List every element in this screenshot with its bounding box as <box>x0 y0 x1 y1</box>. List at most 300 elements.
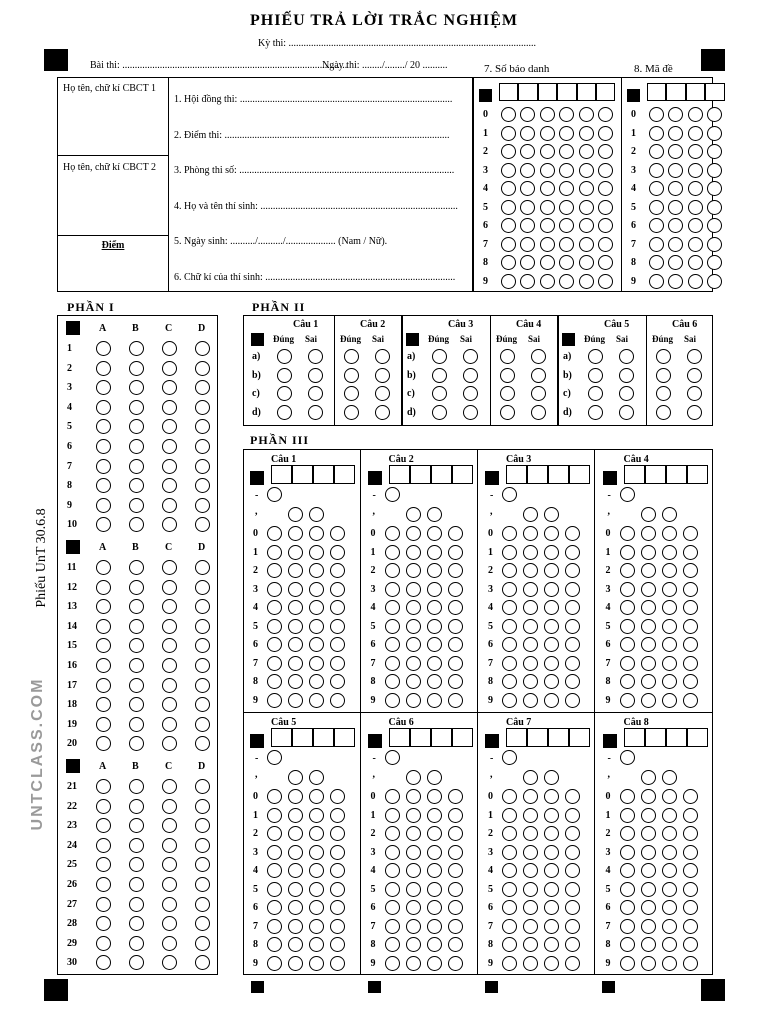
answer-bubble[interactable] <box>162 658 177 673</box>
answer-bubble[interactable] <box>406 770 421 785</box>
answer-bubble[interactable] <box>649 107 664 122</box>
answer-bubble[interactable] <box>523 582 538 597</box>
answer-bubble[interactable] <box>162 779 177 794</box>
answer-bubble[interactable] <box>267 956 282 971</box>
answer-bubble[interactable] <box>544 770 559 785</box>
answer-bubble[interactable] <box>649 218 664 233</box>
answer-bubble[interactable] <box>668 126 683 141</box>
answer-bubble[interactable] <box>288 600 303 615</box>
answer-bubble[interactable] <box>267 826 282 841</box>
answer-bubble[interactable] <box>195 439 210 454</box>
answer-bubble[interactable] <box>683 863 698 878</box>
answer-bubble[interactable] <box>129 678 144 693</box>
answer-bubble[interactable] <box>267 900 282 915</box>
answer-bubble[interactable] <box>162 838 177 853</box>
answer-bubble[interactable] <box>523 808 538 823</box>
answer-bubble[interactable] <box>432 386 447 401</box>
answer-bubble[interactable] <box>330 545 345 560</box>
answer-bubble[interactable] <box>267 526 282 541</box>
answer-bubble[interactable] <box>502 619 517 634</box>
answer-bubble[interactable] <box>427 637 442 652</box>
answer-bubble[interactable] <box>427 919 442 934</box>
answer-bubble[interactable] <box>309 770 324 785</box>
answer-bubble[interactable] <box>309 863 324 878</box>
answer-bubble[interactable] <box>565 563 580 578</box>
answer-bubble[interactable] <box>502 808 517 823</box>
answer-bubble[interactable] <box>620 526 635 541</box>
answer-bubble[interactable] <box>385 545 400 560</box>
answer-bubble[interactable] <box>559 163 574 178</box>
answer-bubble[interactable] <box>500 386 515 401</box>
answer-bubble[interactable] <box>683 637 698 652</box>
answer-bubble[interactable] <box>129 341 144 356</box>
answer-bubble[interactable] <box>375 368 390 383</box>
answer-bubble[interactable] <box>129 838 144 853</box>
answer-bubble[interactable] <box>195 341 210 356</box>
answer-bubble[interactable] <box>668 237 683 252</box>
answer-bubble[interactable] <box>662 789 677 804</box>
write-box[interactable] <box>452 465 473 484</box>
answer-bubble[interactable] <box>662 563 677 578</box>
answer-bubble[interactable] <box>523 563 538 578</box>
answer-bubble[interactable] <box>375 349 390 364</box>
answer-bubble[interactable] <box>129 717 144 732</box>
answer-bubble[interactable] <box>162 560 177 575</box>
answer-bubble[interactable] <box>288 863 303 878</box>
answer-bubble[interactable] <box>427 600 442 615</box>
answer-bubble[interactable] <box>385 750 400 765</box>
answer-bubble[interactable] <box>267 619 282 634</box>
answer-bubble[interactable] <box>448 845 463 860</box>
write-box[interactable] <box>548 728 569 747</box>
answer-bubble[interactable] <box>683 656 698 671</box>
write-box[interactable] <box>645 728 666 747</box>
answer-bubble[interactable] <box>385 900 400 915</box>
answer-bubble[interactable] <box>195 897 210 912</box>
answer-bubble[interactable] <box>523 900 538 915</box>
answer-bubble[interactable] <box>641 563 656 578</box>
answer-bubble[interactable] <box>531 405 546 420</box>
write-box[interactable] <box>410 465 431 484</box>
answer-bubble[interactable] <box>598 200 613 215</box>
answer-bubble[interactable] <box>668 200 683 215</box>
answer-bubble[interactable] <box>656 349 671 364</box>
answer-bubble[interactable] <box>195 560 210 575</box>
answer-bubble[interactable] <box>502 582 517 597</box>
answer-bubble[interactable] <box>688 200 703 215</box>
answer-bubble[interactable] <box>448 600 463 615</box>
ma-de-write-box[interactable] <box>647 83 666 101</box>
answer-bubble[interactable] <box>683 582 698 597</box>
write-box[interactable] <box>452 728 473 747</box>
answer-bubble[interactable] <box>406 845 421 860</box>
answer-bubble[interactable] <box>502 789 517 804</box>
answer-bubble[interactable] <box>195 838 210 853</box>
answer-bubble[interactable] <box>544 693 559 708</box>
answer-bubble[interactable] <box>649 274 664 289</box>
answer-bubble[interactable] <box>649 144 664 159</box>
answer-bubble[interactable] <box>683 526 698 541</box>
answer-bubble[interactable] <box>309 900 324 915</box>
answer-bubble[interactable] <box>588 349 603 364</box>
answer-bubble[interactable] <box>688 218 703 233</box>
answer-bubble[interactable] <box>688 255 703 270</box>
answer-bubble[interactable] <box>662 882 677 897</box>
answer-bubble[interactable] <box>406 956 421 971</box>
answer-bubble[interactable] <box>707 218 722 233</box>
answer-bubble[interactable] <box>683 563 698 578</box>
answer-bubble[interactable] <box>129 560 144 575</box>
answer-bubble[interactable] <box>129 658 144 673</box>
answer-bubble[interactable] <box>620 656 635 671</box>
answer-bubble[interactable] <box>565 808 580 823</box>
answer-bubble[interactable] <box>683 826 698 841</box>
answer-bubble[interactable] <box>195 658 210 673</box>
answer-bubble[interactable] <box>502 826 517 841</box>
answer-bubble[interactable] <box>649 181 664 196</box>
answer-bubble[interactable] <box>565 582 580 597</box>
write-box[interactable] <box>431 465 452 484</box>
answer-bubble[interactable] <box>502 656 517 671</box>
answer-bubble[interactable] <box>162 341 177 356</box>
answer-bubble[interactable] <box>96 678 111 693</box>
answer-bubble[interactable] <box>385 882 400 897</box>
answer-bubble[interactable] <box>620 919 635 934</box>
answer-bubble[interactable] <box>195 877 210 892</box>
write-box[interactable] <box>410 728 431 747</box>
answer-bubble[interactable] <box>687 405 702 420</box>
answer-bubble[interactable] <box>565 826 580 841</box>
answer-bubble[interactable] <box>662 600 677 615</box>
answer-bubble[interactable] <box>523 637 538 652</box>
answer-bubble[interactable] <box>309 637 324 652</box>
answer-bubble[interactable] <box>288 563 303 578</box>
answer-bubble[interactable] <box>707 163 722 178</box>
answer-bubble[interactable] <box>195 400 210 415</box>
answer-bubble[interactable] <box>641 770 656 785</box>
answer-bubble[interactable] <box>448 826 463 841</box>
write-box[interactable] <box>313 465 334 484</box>
answer-bubble[interactable] <box>277 368 292 383</box>
ma-de-write-box[interactable] <box>686 83 705 101</box>
answer-bubble[interactable] <box>162 877 177 892</box>
answer-bubble[interactable] <box>427 674 442 689</box>
answer-bubble[interactable] <box>662 900 677 915</box>
answer-bubble[interactable] <box>598 163 613 178</box>
write-box[interactable] <box>569 465 590 484</box>
answer-bubble[interactable] <box>267 637 282 652</box>
answer-bubble[interactable] <box>288 845 303 860</box>
answer-bubble[interactable] <box>427 808 442 823</box>
answer-bubble[interactable] <box>579 218 594 233</box>
answer-bubble[interactable] <box>96 560 111 575</box>
answer-bubble[interactable] <box>267 863 282 878</box>
answer-bubble[interactable] <box>641 808 656 823</box>
answer-bubble[interactable] <box>641 545 656 560</box>
answer-bubble[interactable] <box>579 274 594 289</box>
answer-bubble[interactable] <box>427 770 442 785</box>
answer-bubble[interactable] <box>96 459 111 474</box>
answer-bubble[interactable] <box>162 717 177 732</box>
answer-bubble[interactable] <box>385 789 400 804</box>
answer-bubble[interactable] <box>523 507 538 522</box>
answer-bubble[interactable] <box>463 368 478 383</box>
write-box[interactable] <box>389 465 410 484</box>
answer-bubble[interactable] <box>288 882 303 897</box>
answer-bubble[interactable] <box>502 919 517 934</box>
answer-bubble[interactable] <box>540 218 555 233</box>
answer-bubble[interactable] <box>579 144 594 159</box>
answer-bubble[interactable] <box>649 163 664 178</box>
answer-bubble[interactable] <box>649 255 664 270</box>
answer-bubble[interactable] <box>277 386 292 401</box>
answer-bubble[interactable] <box>662 656 677 671</box>
answer-bubble[interactable] <box>502 526 517 541</box>
answer-bubble[interactable] <box>579 181 594 196</box>
answer-bubble[interactable] <box>129 459 144 474</box>
write-box[interactable] <box>292 728 313 747</box>
answer-bubble[interactable] <box>162 936 177 951</box>
answer-bubble[interactable] <box>641 674 656 689</box>
answer-bubble[interactable] <box>662 545 677 560</box>
answer-bubble[interactable] <box>330 882 345 897</box>
answer-bubble[interactable] <box>406 526 421 541</box>
answer-bubble[interactable] <box>375 405 390 420</box>
answer-bubble[interactable] <box>96 619 111 634</box>
answer-bubble[interactable] <box>427 582 442 597</box>
answer-bubble[interactable] <box>523 882 538 897</box>
answer-bubble[interactable] <box>96 341 111 356</box>
answer-bubble[interactable] <box>406 637 421 652</box>
answer-bubble[interactable] <box>565 900 580 915</box>
write-box[interactable] <box>292 465 313 484</box>
answer-bubble[interactable] <box>544 656 559 671</box>
answer-bubble[interactable] <box>427 789 442 804</box>
answer-bubble[interactable] <box>523 656 538 671</box>
write-box[interactable] <box>666 465 687 484</box>
answer-bubble[interactable] <box>520 126 535 141</box>
answer-bubble[interactable] <box>707 200 722 215</box>
answer-bubble[interactable] <box>707 237 722 252</box>
answer-bubble[interactable] <box>267 845 282 860</box>
answer-bubble[interactable] <box>502 882 517 897</box>
answer-bubble[interactable] <box>656 405 671 420</box>
answer-bubble[interactable] <box>195 779 210 794</box>
answer-bubble[interactable] <box>385 956 400 971</box>
answer-bubble[interactable] <box>598 181 613 196</box>
answer-bubble[interactable] <box>308 386 323 401</box>
answer-bubble[interactable] <box>662 919 677 934</box>
answer-bubble[interactable] <box>688 107 703 122</box>
answer-bubble[interactable] <box>96 799 111 814</box>
answer-bubble[interactable] <box>288 770 303 785</box>
write-box[interactable] <box>431 728 452 747</box>
answer-bubble[interactable] <box>523 545 538 560</box>
answer-bubble[interactable] <box>579 200 594 215</box>
answer-bubble[interactable] <box>427 956 442 971</box>
answer-bubble[interactable] <box>288 507 303 522</box>
answer-bubble[interactable] <box>406 582 421 597</box>
sbd-write-box[interactable] <box>499 83 518 101</box>
answer-bubble[interactable] <box>330 956 345 971</box>
answer-bubble[interactable] <box>406 545 421 560</box>
answer-bubble[interactable] <box>501 163 516 178</box>
answer-bubble[interactable] <box>267 656 282 671</box>
answer-bubble[interactable] <box>96 897 111 912</box>
answer-bubble[interactable] <box>683 674 698 689</box>
answer-bubble[interactable] <box>448 656 463 671</box>
answer-bubble[interactable] <box>588 368 603 383</box>
answer-bubble[interactable] <box>267 582 282 597</box>
answer-bubble[interactable] <box>267 882 282 897</box>
answer-bubble[interactable] <box>309 582 324 597</box>
answer-bubble[interactable] <box>385 919 400 934</box>
answer-bubble[interactable] <box>427 882 442 897</box>
answer-bubble[interactable] <box>707 274 722 289</box>
answer-bubble[interactable] <box>463 405 478 420</box>
answer-bubble[interactable] <box>520 200 535 215</box>
answer-bubble[interactable] <box>448 900 463 915</box>
answer-bubble[interactable] <box>620 789 635 804</box>
answer-bubble[interactable] <box>540 255 555 270</box>
answer-bubble[interactable] <box>544 882 559 897</box>
answer-bubble[interactable] <box>448 937 463 952</box>
answer-bubble[interactable] <box>523 693 538 708</box>
answer-bubble[interactable] <box>579 255 594 270</box>
answer-bubble[interactable] <box>565 845 580 860</box>
answer-bubble[interactable] <box>620 563 635 578</box>
answer-bubble[interactable] <box>540 126 555 141</box>
answer-bubble[interactable] <box>162 799 177 814</box>
answer-bubble[interactable] <box>544 900 559 915</box>
answer-bubble[interactable] <box>162 678 177 693</box>
answer-bubble[interactable] <box>540 163 555 178</box>
answer-bubble[interactable] <box>620 637 635 652</box>
answer-bubble[interactable] <box>620 900 635 915</box>
answer-bubble[interactable] <box>620 487 635 502</box>
answer-bubble[interactable] <box>619 386 634 401</box>
answer-bubble[interactable] <box>565 526 580 541</box>
answer-bubble[interactable] <box>620 956 635 971</box>
answer-bubble[interactable] <box>502 487 517 502</box>
answer-bubble[interactable] <box>688 274 703 289</box>
answer-bubble[interactable] <box>619 368 634 383</box>
answer-bubble[interactable] <box>195 361 210 376</box>
answer-bubble[interactable] <box>267 563 282 578</box>
answer-bubble[interactable] <box>309 526 324 541</box>
answer-bubble[interactable] <box>531 386 546 401</box>
answer-bubble[interactable] <box>330 826 345 841</box>
answer-bubble[interactable] <box>309 693 324 708</box>
answer-bubble[interactable] <box>96 580 111 595</box>
answer-bubble[interactable] <box>707 126 722 141</box>
answer-bubble[interactable] <box>683 808 698 823</box>
answer-bubble[interactable] <box>641 526 656 541</box>
answer-bubble[interactable] <box>620 674 635 689</box>
answer-bubble[interactable] <box>267 750 282 765</box>
answer-bubble[interactable] <box>96 717 111 732</box>
write-box[interactable] <box>687 728 708 747</box>
answer-bubble[interactable] <box>520 163 535 178</box>
sbd-write-box[interactable] <box>538 83 557 101</box>
answer-bubble[interactable] <box>662 693 677 708</box>
answer-bubble[interactable] <box>662 808 677 823</box>
answer-bubble[interactable] <box>432 405 447 420</box>
answer-bubble[interactable] <box>267 674 282 689</box>
answer-bubble[interactable] <box>544 582 559 597</box>
answer-bubble[interactable] <box>96 400 111 415</box>
answer-bubble[interactable] <box>544 563 559 578</box>
answer-bubble[interactable] <box>308 368 323 383</box>
answer-bubble[interactable] <box>406 808 421 823</box>
answer-bubble[interactable] <box>385 863 400 878</box>
write-box[interactable] <box>666 728 687 747</box>
answer-bubble[interactable] <box>500 405 515 420</box>
answer-bubble[interactable] <box>540 200 555 215</box>
answer-bubble[interactable] <box>96 498 111 513</box>
answer-bubble[interactable] <box>707 255 722 270</box>
answer-bubble[interactable] <box>344 349 359 364</box>
answer-bubble[interactable] <box>330 526 345 541</box>
answer-bubble[interactable] <box>309 507 324 522</box>
answer-bubble[interactable] <box>565 545 580 560</box>
answer-bubble[interactable] <box>406 507 421 522</box>
answer-bubble[interactable] <box>448 526 463 541</box>
answer-bubble[interactable] <box>620 845 635 860</box>
answer-bubble[interactable] <box>688 126 703 141</box>
answer-bubble[interactable] <box>523 789 538 804</box>
answer-bubble[interactable] <box>531 349 546 364</box>
answer-bubble[interactable] <box>565 619 580 634</box>
answer-bubble[interactable] <box>683 919 698 934</box>
answer-bubble[interactable] <box>683 845 698 860</box>
answer-bubble[interactable] <box>129 400 144 415</box>
answer-bubble[interactable] <box>500 349 515 364</box>
answer-bubble[interactable] <box>96 361 111 376</box>
answer-bubble[interactable] <box>523 674 538 689</box>
answer-bubble[interactable] <box>427 619 442 634</box>
answer-bubble[interactable] <box>683 545 698 560</box>
answer-bubble[interactable] <box>641 600 656 615</box>
answer-bubble[interactable] <box>309 919 324 934</box>
answer-bubble[interactable] <box>330 674 345 689</box>
answer-bubble[interactable] <box>330 863 345 878</box>
answer-bubble[interactable] <box>656 386 671 401</box>
answer-bubble[interactable] <box>501 200 516 215</box>
answer-bubble[interactable] <box>309 656 324 671</box>
answer-bubble[interactable] <box>688 237 703 252</box>
answer-bubble[interactable] <box>309 619 324 634</box>
write-box[interactable] <box>548 465 569 484</box>
answer-bubble[interactable] <box>277 405 292 420</box>
answer-bubble[interactable] <box>662 937 677 952</box>
answer-bubble[interactable] <box>641 919 656 934</box>
write-box[interactable] <box>334 728 355 747</box>
answer-bubble[interactable] <box>540 181 555 196</box>
answer-bubble[interactable] <box>288 808 303 823</box>
answer-bubble[interactable] <box>649 200 664 215</box>
answer-bubble[interactable] <box>288 582 303 597</box>
answer-bubble[interactable] <box>288 937 303 952</box>
answer-bubble[interactable] <box>267 545 282 560</box>
answer-bubble[interactable] <box>662 770 677 785</box>
answer-bubble[interactable] <box>598 218 613 233</box>
answer-bubble[interactable] <box>565 956 580 971</box>
answer-bubble[interactable] <box>129 361 144 376</box>
answer-bubble[interactable] <box>523 619 538 634</box>
answer-bubble[interactable] <box>330 789 345 804</box>
answer-bubble[interactable] <box>619 349 634 364</box>
